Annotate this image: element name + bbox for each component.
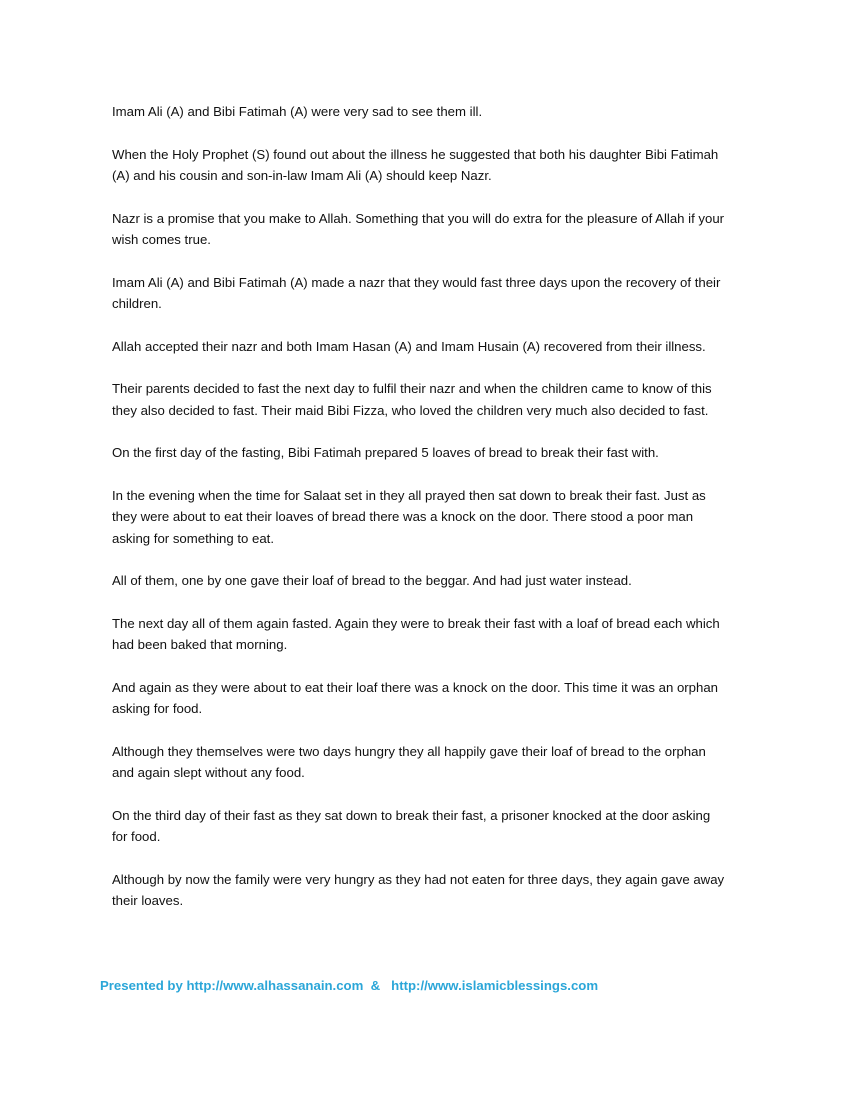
story-body: [112, 101, 726, 933]
paragraph: Although by now the family were very hungry as they had not eaten for three days, they again gave away their loaves.: [112, 871, 725, 908]
presented-by-footer: Presented by http://www.alhassanain.com & http://www.islamicblessings.com: [100, 978, 599, 993]
paragraph: Nazr is a promise that you make to Allah. Something that you will do extra for the pleasure of Allah if your wish comes true.: [112, 210, 725, 247]
paragraph: The next day all of them again fasted. Again they were to break their fast with a loaf of bread each which had been baked that morning.: [112, 615, 720, 652]
paragraph: In the evening when the time for Salaat set in they all prayed then sat down to break their fast. Just as they were about to eat their loaves of bread there was a knock on the door. There stood a poor man asking for something to eat.: [112, 487, 706, 546]
paragraph: On the third day of their fast as they sat down to break their fast, a prisoner knocked at the door asking for food.: [112, 807, 711, 844]
paragraph: On the first day of the fasting, Bibi Fatimah prepared 5 loaves of bread to break their fast with.: [112, 445, 659, 460]
paragraph: Imam Ali (A) and Bibi Fatimah (A) were very sad to see them ill.: [112, 104, 483, 119]
paragraph: And again as they were about to eat their loaf there was a knock on the door. This time it was an orphan asking for food.: [112, 679, 719, 716]
paragraph: All of them, one by one gave their loaf of bread to the beggar. And had just water instead.: [112, 573, 632, 588]
paragraph: Imam Ali (A) and Bibi Fatimah (A) made a nazr that they would fast three days upon the recovery of their children.: [112, 274, 721, 311]
paragraph: Their parents decided to fast the next day to fulfil their nazr and when the children came to know of this they also decided to fast. Their maid Bibi Fizza, who loved the children very much also decided to fast.: [112, 381, 712, 418]
paragraph: When the Holy Prophet (S) found out about the illness he suggested that both his daughter Bibi Fatimah (A) and his cousin and son-in-law Imam Ali (A) should keep Nazr.: [112, 146, 719, 183]
paragraph: Although they themselves were two days hungry they all happily gave their loaf of bread to the orphan and again slept without any food.: [112, 743, 706, 780]
paragraph: Allah accepted their nazr and both Imam Hasan (A) and Imam Husain (A) recovered from their illness.: [112, 338, 706, 354]
